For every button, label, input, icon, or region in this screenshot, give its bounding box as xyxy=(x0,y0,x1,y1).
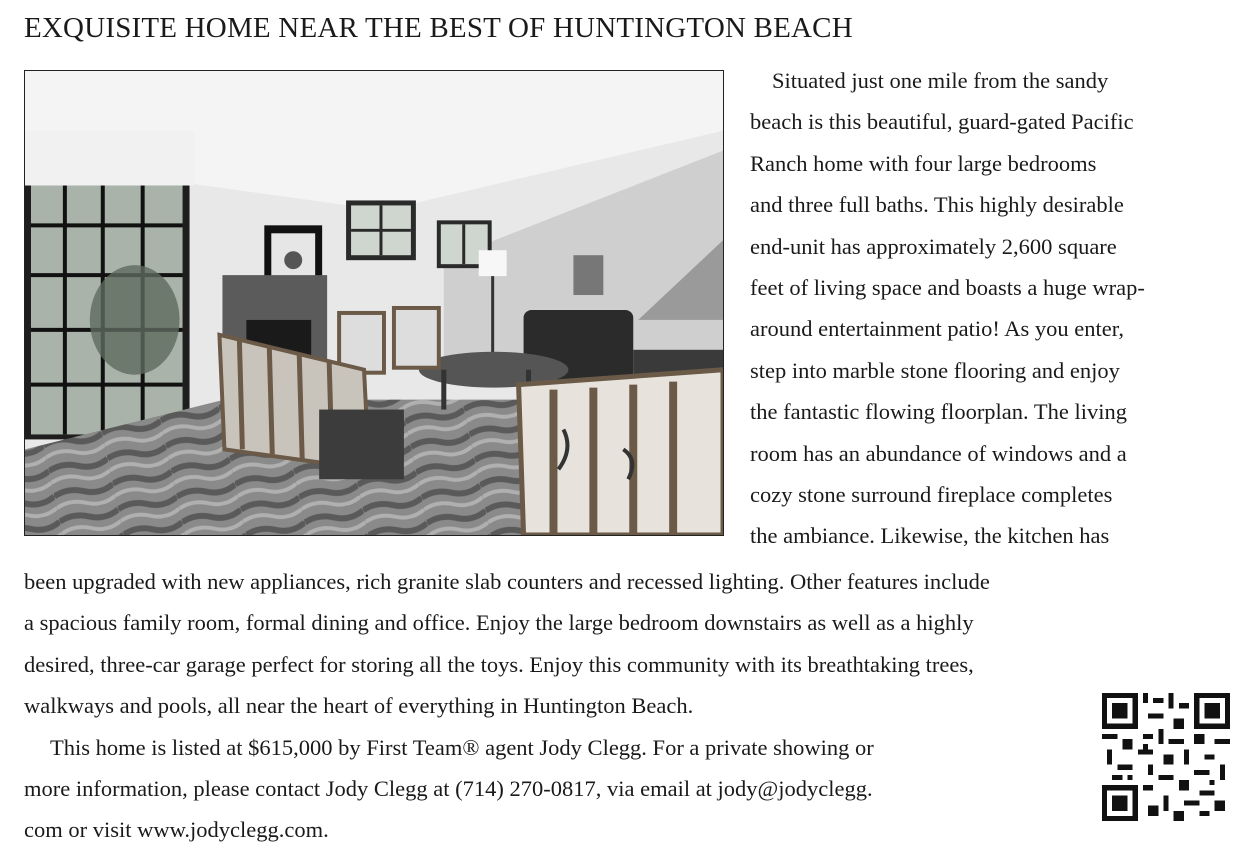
text-line: around entertainment patio! As you enter, xyxy=(750,316,1124,342)
text-line: been upgraded with new appliances, rich granite slab counters and recessed lighting. Other features include xyxy=(24,569,990,594)
text-line: the ambiance. Likewise, the kitchen has xyxy=(750,523,1110,549)
text-line: room has an abundance of windows and a xyxy=(750,440,1127,466)
listing-info-line: This home is listed at $615,000 by First Team® agent Jody Clegg. For a private showing or xyxy=(50,734,874,760)
text-line: and three full baths. This highly desirable xyxy=(750,192,1124,218)
text-line: feet of living space and boasts a huge wrap- xyxy=(750,275,1145,301)
qr-code-icon xyxy=(1102,693,1230,821)
text-line: cozy stone surround fireplace completes xyxy=(750,482,1113,508)
text-line: Situated just one mile from the sandy xyxy=(772,68,1109,93)
website-line: com or visit www.jodyclegg.com. xyxy=(24,817,329,843)
text-line: walkways and pools, all near the heart of everything in Huntington Beach. xyxy=(24,693,694,719)
living-room-photo xyxy=(24,70,724,536)
text-line: Ranch home with four large bedrooms xyxy=(750,150,1097,176)
text-line: a spacious family room, formal dining and office. Enjoy the large bedroom downstairs as well as a highly xyxy=(24,610,974,636)
article-body-bottom xyxy=(24,561,1234,851)
text-line: desired, three-car garage perfect for storing all the toys. Enjoy this community with its breathtaking trees, xyxy=(24,651,974,677)
text-line: end-unit has approximately 2,600 square xyxy=(750,233,1117,259)
contact-info-line: more information, please contact Jody Clegg at (714) 270-0817, via email at jody@jodyclegg. xyxy=(24,776,873,802)
article-body-top xyxy=(750,60,1230,557)
text-line: beach is this beautiful, guard-gated Pacific xyxy=(750,109,1134,135)
headline: EXQUISITE HOME NEAR THE BEST OF HUNTINGTON BEACH xyxy=(24,12,853,44)
text-line: the fantastic flowing floorplan. The living xyxy=(750,399,1127,425)
text-line: step into marble stone flooring and enjoy xyxy=(750,357,1120,383)
